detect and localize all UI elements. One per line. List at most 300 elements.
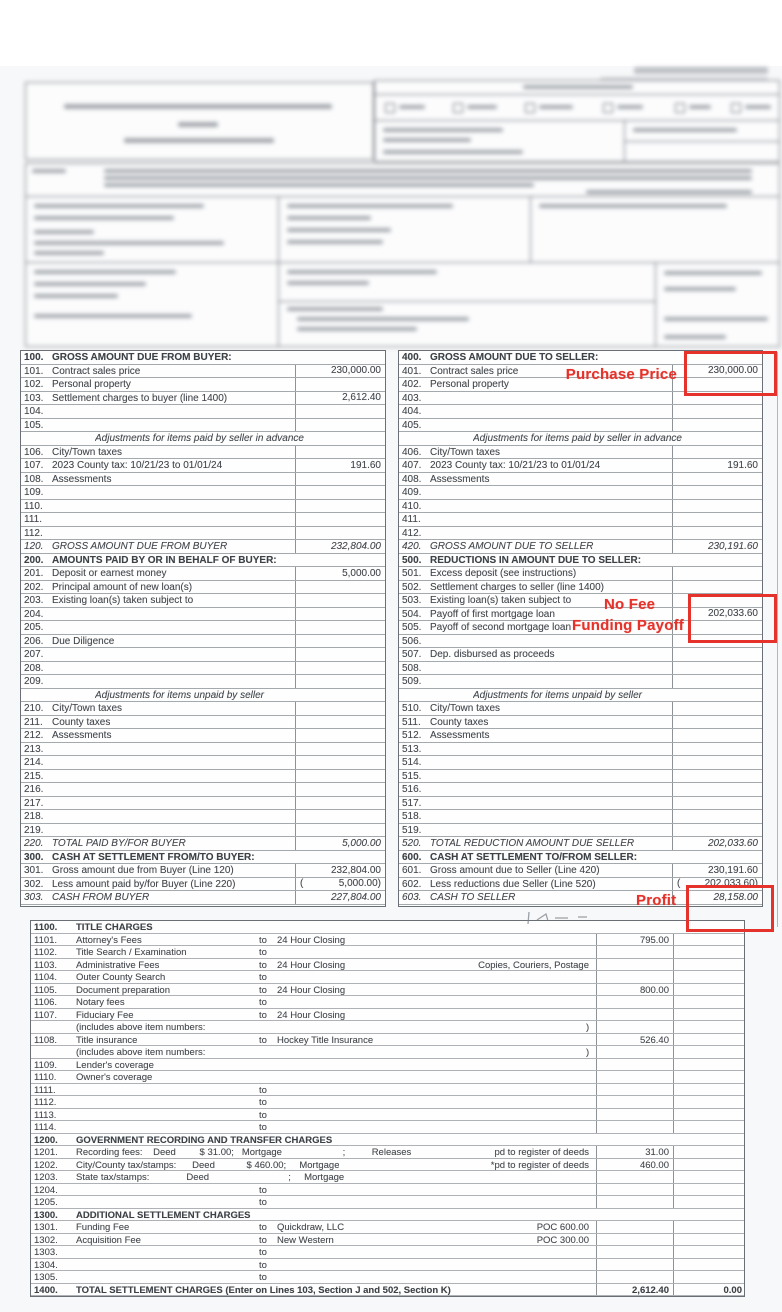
charges-row-includes [31, 1021, 744, 1034]
line-description: Adjustments for items paid by seller in advance [95, 433, 304, 444]
line-description: 2023 County tax: 10/21/23 to 01/01/24 [52, 460, 223, 471]
section-j-row-203 [21, 594, 385, 608]
line-number: 210. [24, 703, 44, 714]
charges-row-1300 [31, 1209, 744, 1222]
line-number: 1103. [34, 959, 58, 971]
line-description: Owner's coverage [76, 1072, 153, 1083]
line-amount [672, 540, 762, 553]
line-amount [672, 756, 762, 769]
line-amount [672, 473, 762, 486]
section-k-row-sub [399, 432, 762, 446]
line-description: 2023 County tax: 10/21/23 to 01/01/24 [430, 460, 601, 471]
line-amount [295, 797, 385, 810]
charges-row-1114 [31, 1121, 744, 1134]
line-amount [295, 878, 385, 891]
charges-row-1200 [31, 1134, 744, 1147]
charges-row-1112 [31, 1096, 744, 1109]
line-description: Assessments [52, 473, 112, 485]
line-amount [672, 648, 762, 661]
section-j-row-106 [21, 446, 385, 460]
line-number: 206. [24, 635, 44, 647]
charge-amount-1: 2,612.40 [596, 1284, 673, 1296]
line-description: Recording fees: Deed $ 31.00; Mortgage ; Releases [76, 1147, 412, 1158]
amount-value: 227,804.00 [330, 891, 381, 903]
line-description: Title Search / Examination [76, 947, 187, 958]
charge-amount-1: 800.00 [596, 984, 673, 996]
line-description: Less amount paid by/for Buyer (Line 220) [52, 878, 236, 890]
line-amount [672, 459, 762, 472]
section-j-row-207 [21, 648, 385, 662]
section-k-row-517 [399, 797, 762, 811]
charge-amount-2 [673, 1121, 746, 1133]
line-amount [295, 405, 385, 418]
line-description: Adjustments for items paid by seller in advance [473, 433, 682, 444]
charge-amount-2 [673, 1196, 746, 1208]
section-k-row-508 [399, 662, 762, 676]
line-amount [295, 419, 385, 432]
to-label: to [259, 1009, 267, 1021]
line-number: 204. [24, 608, 44, 620]
section-j-row-200 [21, 554, 385, 568]
line-amount [295, 365, 385, 378]
line-number: 514. [402, 757, 422, 768]
amount-value: 5,000.00 [342, 567, 381, 579]
charges-row-1105 [31, 984, 744, 997]
line-description: Assessments [430, 730, 490, 741]
handwritten-mark [522, 909, 602, 927]
charge-amount-1 [596, 1109, 673, 1121]
line-number: 1114. [34, 1122, 57, 1133]
section-j-row-213 [21, 743, 385, 757]
line-number: 1111. [34, 1084, 56, 1096]
line-number: 411. [402, 514, 421, 525]
charges-row-1400 [31, 1284, 744, 1297]
line-amount [295, 702, 385, 715]
charge-amount-1 [596, 996, 673, 1008]
section-j-row-219 [21, 824, 385, 838]
line-number: 202. [24, 581, 44, 593]
line-number: 1302. [34, 1234, 58, 1246]
line-description: State tax/stamps: Deed ; Mortgage [76, 1172, 345, 1183]
close-paren: ) [586, 1022, 590, 1033]
to-label: to [259, 1259, 267, 1271]
section-j-row-300 [21, 851, 385, 865]
section-k-row-600 [399, 851, 762, 865]
open-paren: ( [677, 878, 681, 890]
line-number: 503. [402, 595, 422, 606]
section-j-row-105 [21, 419, 385, 433]
line-amount [295, 608, 385, 621]
line-number: 400. [402, 352, 422, 363]
line-description: Acquisition Fee [76, 1234, 141, 1246]
to-label: to [259, 1197, 267, 1208]
to-label: to [259, 934, 267, 946]
section-j-row-104 [21, 405, 385, 419]
line-description: REDUCTIONS IN AMOUNT DUE TO SELLER: [430, 554, 642, 566]
charge-amount-1 [596, 1271, 673, 1283]
line-description: Title insurance [76, 1034, 138, 1046]
amount-value: 2,612.40 [342, 392, 381, 404]
amount-value: 230,000.00 [330, 365, 381, 377]
line-amount [295, 392, 385, 405]
charges-row-1100 [31, 921, 744, 934]
line-amount [672, 513, 762, 526]
line-description: City/Town taxes [52, 703, 123, 714]
payee-name: 24 Hour Closing [277, 934, 346, 946]
line-description: GROSS AMOUNT DUE TO SELLER [430, 541, 594, 552]
section-j-row-302 [21, 878, 385, 892]
line-amount [295, 810, 385, 823]
line-number: 509. [402, 676, 422, 687]
highlight-box-purchase-price [684, 351, 777, 396]
line-number: 516. [402, 784, 422, 795]
line-number: 408. [402, 473, 422, 485]
open-paren: ( [300, 878, 304, 890]
line-amount [295, 527, 385, 540]
line-description: County taxes [52, 716, 111, 728]
line-number: 200. [24, 554, 44, 566]
line-amount [295, 378, 385, 391]
line-note: POC 300.00 [536, 1234, 589, 1246]
line-description: Less reductions due Seller (Line 520) [430, 878, 596, 890]
charges-row-1204 [31, 1184, 744, 1197]
charge-amount-2 [673, 1084, 746, 1096]
to-label: to [259, 1272, 267, 1283]
line-number: 108. [24, 473, 44, 485]
line-amount [295, 459, 385, 472]
line-description: County taxes [430, 716, 489, 728]
line-number: 218. [24, 811, 44, 822]
line-description: Outer County Search [76, 972, 166, 983]
section-j-row-102 [21, 378, 385, 392]
line-amount [672, 581, 762, 594]
line-description: ADDITIONAL SETTLEMENT CHARGES [76, 1209, 251, 1221]
amount-value: 191.60 [350, 459, 381, 471]
section-j-row-211 [21, 716, 385, 730]
line-number: 111. [24, 514, 42, 525]
line-description: Assessments [52, 730, 112, 741]
charge-amount-1 [596, 1071, 673, 1083]
section-j-row-218 [21, 810, 385, 824]
line-number: 420. [402, 541, 422, 552]
amount-value: 202,033.60 [707, 837, 758, 849]
charges-row-1101 [31, 934, 744, 947]
payee-name: 24 Hour Closing [277, 984, 346, 996]
line-number: 412. [402, 527, 422, 539]
line-description: Existing loan(s) taken subject to [52, 595, 194, 606]
line-note: Copies, Couriers, Postage [478, 959, 589, 971]
charge-amount-2 [673, 1221, 746, 1233]
annotation-funding-payoff: Funding Payoff [572, 617, 684, 634]
line-amount [295, 864, 385, 877]
amount-value: 191.60 [727, 459, 758, 471]
charge-amount-1: 795.00 [596, 934, 673, 946]
line-number: 512. [402, 730, 422, 741]
section-k-row-408 [399, 473, 762, 487]
to-label: to [259, 997, 267, 1008]
line-note: *pd to register of deeds [490, 1159, 589, 1171]
line-number: 405. [402, 419, 422, 431]
section-j-row-204 [21, 608, 385, 622]
line-number: 100. [24, 352, 44, 363]
line-number: 1300. [34, 1209, 58, 1221]
line-amount [295, 783, 385, 796]
section-k-row-409 [399, 486, 762, 500]
charge-amount-2 [673, 1021, 746, 1033]
line-number: 403. [402, 392, 422, 404]
line-description: City/County tax/stamps: Deed $ 460.00; Mortgage [76, 1159, 340, 1171]
amount-value: 28,158.00 [713, 891, 758, 903]
amount-value: 202,033.60) [704, 878, 758, 890]
line-amount [295, 743, 385, 756]
line-number: 511. [402, 716, 421, 728]
section-k-row-405 [399, 419, 762, 433]
section-j-row-120 [21, 540, 385, 554]
line-description: TOTAL REDUCTION AMOUNT DUE SELLER [430, 838, 635, 849]
line-amount [672, 810, 762, 823]
section-k-row-sub [399, 689, 762, 703]
line-number: 300. [24, 851, 44, 863]
line-number: 600. [402, 851, 422, 863]
section-k-row-519 [399, 824, 762, 838]
line-number: 517. [402, 797, 422, 809]
line-description: Gross amount due from Buyer (Line 120) [52, 865, 234, 876]
charge-amount-1 [596, 1009, 673, 1021]
line-amount [672, 824, 762, 837]
section-j-row-103 [21, 392, 385, 406]
line-number: 217. [24, 797, 44, 809]
line-amount [672, 405, 762, 418]
to-label: to [259, 1184, 267, 1196]
to-label: to [259, 1034, 267, 1046]
line-amount [295, 621, 385, 634]
charge-amount-2 [673, 1059, 746, 1071]
charge-amount-1 [596, 1196, 673, 1208]
line-description: Deposit or earnest money [52, 568, 167, 579]
line-amount [295, 594, 385, 607]
amount-value: 230,191.60 [707, 540, 758, 552]
line-number: 506. [402, 635, 422, 647]
line-description: Settlement charges to seller (line 1400) [430, 581, 604, 593]
line-amount [295, 473, 385, 486]
line-amount [295, 662, 385, 675]
line-number: 519. [402, 824, 422, 836]
charge-amount-2 [673, 1109, 746, 1121]
charges-row-1103 [31, 959, 744, 972]
line-number: 302. [24, 878, 44, 890]
charges-row-1111 [31, 1084, 744, 1097]
charge-amount-2 [673, 959, 746, 971]
section-k-row-512 [399, 729, 762, 743]
charges-row-1301 [31, 1221, 744, 1234]
line-number: 1113. [34, 1109, 57, 1121]
charge-amount-1 [596, 1184, 673, 1196]
line-description: Principal amount of new loan(s) [52, 581, 193, 593]
line-number: 213. [24, 743, 44, 755]
line-amount [672, 783, 762, 796]
line-amount [295, 513, 385, 526]
line-number: 603. [402, 892, 422, 903]
line-number: 109. [24, 487, 44, 498]
line-amount [295, 770, 385, 783]
line-number: 515. [402, 770, 422, 782]
section-j-row-sub [21, 689, 385, 703]
line-number: 1110. [34, 1072, 57, 1083]
amount-value: 232,804.00 [330, 540, 381, 552]
line-description: CASH TO SELLER [430, 892, 516, 903]
charges-row-1104 [31, 971, 744, 984]
charges-row-1305 [31, 1271, 744, 1284]
charge-amount-2 [673, 996, 746, 1008]
line-description: TOTAL SETTLEMENT CHARGES (Enter on Lines 103, Section J and 502, Section K) [76, 1284, 451, 1296]
amount-value: 5,000.00) [338, 878, 381, 890]
line-description: City/Town taxes [52, 446, 123, 458]
line-number: 508. [402, 662, 422, 674]
line-number: 214. [24, 757, 44, 768]
line-number: 504. [402, 608, 422, 620]
line-number: 209. [24, 676, 44, 687]
line-number: 1108. [34, 1034, 58, 1046]
line-number: 103. [24, 392, 44, 404]
section-j-row-sub [21, 432, 385, 446]
line-number: 1205. [34, 1197, 58, 1208]
includes-text: (includes above item numbers: [76, 1047, 206, 1058]
charge-amount-1 [596, 1046, 673, 1058]
line-number: 303. [24, 892, 44, 903]
section-j-row-100 [21, 351, 385, 365]
charge-amount-1 [596, 1171, 673, 1183]
line-number: 219. [24, 824, 44, 836]
section-j-row-201 [21, 567, 385, 581]
annotation-purchase-price: Purchase Price [565, 366, 677, 383]
line-amount [672, 864, 762, 877]
line-number: 1107. [34, 1009, 58, 1021]
charge-amount-2 [673, 1271, 746, 1283]
line-number: 1109. [34, 1059, 58, 1071]
section-j-row-107 [21, 459, 385, 473]
charge-amount-2 [673, 1184, 746, 1196]
line-number: 1203. [34, 1172, 58, 1183]
charge-amount-1 [596, 959, 673, 971]
charge-amount-1 [596, 1246, 673, 1258]
section-j-row-212 [21, 729, 385, 743]
charge-amount-2 [673, 1146, 746, 1158]
section-k-row-509 [399, 675, 762, 689]
line-description: Payoff of first mortgage loan [430, 608, 555, 620]
line-number: 1201. [34, 1147, 58, 1158]
charge-amount-1 [596, 971, 673, 983]
line-number: 602. [402, 878, 422, 890]
amount-value: 202,033.60 [707, 608, 758, 620]
section-k-row-411 [399, 513, 762, 527]
line-amount [672, 743, 762, 756]
line-amount [295, 500, 385, 513]
line-amount [295, 581, 385, 594]
charges-row-1113 [31, 1109, 744, 1122]
line-note: POC 600.00 [536, 1222, 589, 1233]
section-k-row-516 [399, 783, 762, 797]
payee-name: Quickdraw, LLC [277, 1222, 345, 1233]
line-description: GROSS AMOUNT DUE FROM BUYER [52, 541, 228, 552]
amount-value: 232,804.00 [330, 864, 381, 876]
line-amount [295, 756, 385, 769]
section-k-row-500 [399, 554, 762, 568]
line-description: TOTAL PAID BY/FOR BUYER [52, 838, 186, 849]
line-number: 1303. [34, 1247, 58, 1258]
charges-row-1302 [31, 1234, 744, 1247]
line-number: 1304. [34, 1259, 58, 1271]
charges-row-1201 [31, 1146, 744, 1159]
charge-amount-2 [673, 1171, 746, 1183]
line-amount [295, 648, 385, 661]
amount-value: 230,191.60 [707, 864, 758, 876]
line-amount [295, 567, 385, 580]
section-k-row-511 [399, 716, 762, 730]
section-j-borrower-table [20, 350, 386, 907]
line-description: GROSS AMOUNT DUE TO SELLER: [430, 352, 599, 363]
line-amount [672, 567, 762, 580]
line-number: 401. [402, 365, 422, 377]
line-amount [672, 500, 762, 513]
amount-value: 5,000.00 [342, 837, 381, 849]
includes-text: (includes above item numbers: [76, 1022, 206, 1033]
charge-amount-2 [673, 934, 746, 946]
section-j-row-301 [21, 864, 385, 878]
line-number: 1305. [34, 1272, 58, 1283]
line-number: 205. [24, 622, 44, 633]
line-number: 107. [24, 460, 44, 471]
line-number: 220. [24, 838, 44, 849]
section-j-row-215 [21, 770, 385, 784]
line-number: 1112. [34, 1097, 57, 1108]
charge-amount-2 [673, 984, 746, 996]
line-description: Personal property [430, 379, 509, 390]
line-amount [672, 837, 762, 850]
line-description: CASH AT SETTLEMENT FROM/TO BUYER: [52, 851, 255, 863]
section-k-row-404 [399, 405, 762, 419]
line-number: 409. [402, 487, 422, 498]
charge-amount-1 [596, 1234, 673, 1246]
section-j-row-208 [21, 662, 385, 676]
line-number: 1102. [34, 947, 58, 958]
charge-amount-1 [596, 946, 673, 958]
section-k-row-406 [399, 446, 762, 460]
section-k-row-510 [399, 702, 762, 716]
section-k-row-407 [399, 459, 762, 473]
section-j-row-216 [21, 783, 385, 797]
section-k-row-501 [399, 567, 762, 581]
line-number: 105. [24, 419, 44, 431]
line-number: 106. [24, 446, 44, 458]
line-number: 301. [24, 865, 44, 876]
charges-row-1110 [31, 1071, 744, 1084]
charges-row-1107 [31, 1009, 744, 1022]
line-description: Gross amount due to Seller (Line 420) [430, 865, 600, 876]
line-number: 510. [402, 703, 422, 714]
charges-row-1304 [31, 1259, 744, 1272]
section-j-row-206 [21, 635, 385, 649]
line-number: 1202. [34, 1159, 58, 1171]
line-number: 211. [24, 716, 43, 728]
line-number: 201. [24, 568, 44, 579]
charge-amount-2 [673, 1234, 746, 1246]
charges-row-includes [31, 1046, 744, 1059]
payee-name: New Western [277, 1234, 334, 1246]
line-number: 1104. [34, 972, 58, 983]
line-description: Adjustments for items unpaid by seller [95, 689, 264, 701]
to-label: to [259, 1097, 267, 1108]
line-amount [295, 446, 385, 459]
